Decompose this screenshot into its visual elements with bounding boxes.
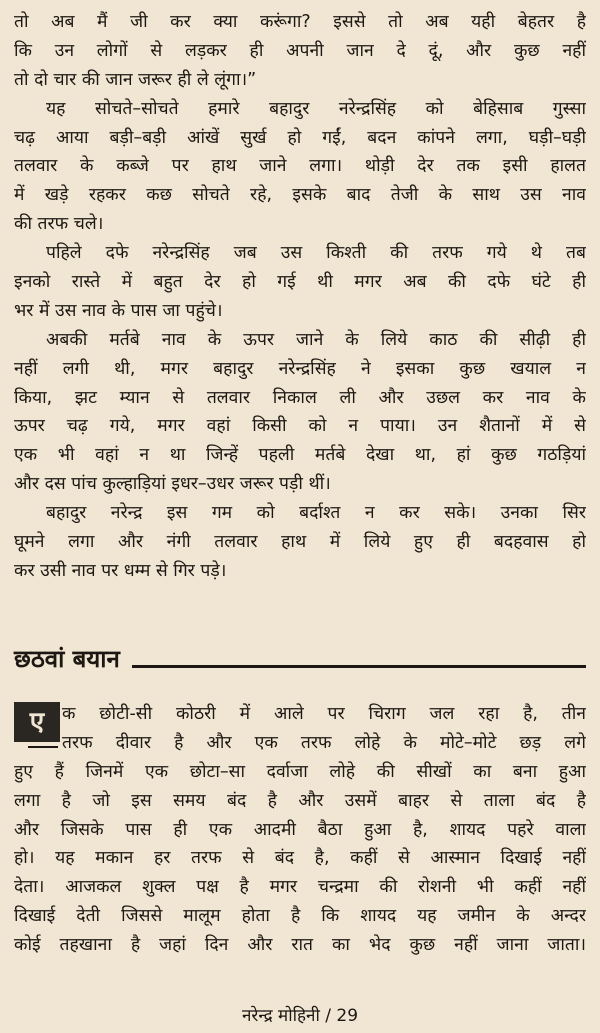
- text-line: लगा है जो इस समय बंद है और उसमें बाहर से ताला बंद है: [14, 790, 586, 811]
- text-line: ऊपर चढ़ गये, मगर वहां किसी को न पाया। उन शैतानों में से: [14, 416, 586, 437]
- text-line: यह सोचते–सोचते हमारे बहादुर नरेन्द्रसिंह को बेहिसाब गुस्सा: [46, 98, 586, 119]
- text-line: चढ़ आया बड़ी–बड़ी आंखें सुर्ख हो गईं, बदन कांपने लगा, घड़ी–घड़ी: [14, 127, 586, 148]
- text-line: तलवार के कब्जे पर हाथ जाने लगा। थोड़ी देर तक इसी हालत: [14, 156, 586, 177]
- paragraph-lines-top: [14, 8, 586, 586]
- text-line: एक भी वहां न था जिन्हें पहली मर्तबे देखा था, हां कुछ गठड़ियां: [14, 445, 586, 466]
- chapter-heading: छठवां बयान: [14, 645, 120, 673]
- text-line: किया, झट म्यान से तलवार निकाल ली और उछल कर नाव के: [14, 387, 586, 408]
- text-line: घूमने लगा और नंगी तलवार हाथ में लिये हुए ही बदहवास हो: [14, 532, 586, 553]
- text-line: कोई तहखाना है जहां दिन और रात का भेद कुछ नहीं जाना जाता।: [14, 935, 586, 956]
- text-line: भर में उस नाव के पास जा पहुंचे।: [14, 300, 223, 321]
- text-line: तो अब मैं जी कर क्या करूंगा? इससे तो अब यही बेहतर है: [14, 12, 586, 32]
- chapter-heading-row: [14, 644, 586, 674]
- text-line: तरफ दीवार है और एक तरफ लोहे के मोटे–मोटे छड़ लगे: [62, 732, 586, 753]
- text-line: और जिसके पास ही एक आदमी बैठा हुआ है, शायद पहरे वाला: [14, 819, 586, 840]
- drop-cap: ए: [14, 702, 60, 742]
- heading-rule: [132, 665, 586, 668]
- text-line: हुए हैं जिनमें एक छोटा–सा दर्वाजा लोहे की सीखों का बना हुआ: [14, 761, 586, 782]
- text-line: पहिले दफे नरेन्द्रसिंह जब उस किश्ती की तरफ गये थे तब: [46, 243, 586, 264]
- drop-cap-rule: [28, 746, 58, 748]
- text-line: और दस पांच कुल्हाड़ियां इधर–उधर जरूर पड़ी थीं।: [14, 474, 331, 495]
- text-line: नहीं लगी थी, मगर बहादुर नरेन्द्रसिंह ने इसका कुछ खयाल न: [14, 358, 586, 379]
- text-line: में खड़े रहकर कछ सोचते रहे, इसके बाद तेजी के साथ उस नाव: [14, 185, 586, 206]
- text-line: इनको रास्ते में बहुत देर हो गई थी मगर अब की दफे घंटे ही: [14, 272, 586, 293]
- text-line: क छोटी-सी कोठरी में आले पर चिराग जल रहा है, तीन: [62, 704, 586, 724]
- text-line: बहादुर नरेन्द्र इस गम को बर्दाश्त न कर सके। उनका सिर: [46, 503, 586, 524]
- text-line: हो। यह मकान हर तरफ से बंद है, कहीं से आस्मान दिखाई नहीं: [14, 848, 586, 869]
- chapter-body: [14, 700, 586, 960]
- text-line: की तरफ चले।: [14, 214, 104, 235]
- text-line: अबकी मर्तबे नाव के ऊपर जाने के लिये काठ की सीढ़ी ही: [46, 329, 586, 350]
- text-line: देता। आजकल शुक्ल पक्ष है मगर चन्द्रमा की रोशनी भी कहीं नहीं: [14, 877, 586, 898]
- paragraph-lines-chapter: [14, 700, 586, 960]
- text-line: कि उन लोगों से लड़कर ही अपनी जान दे दूं, और कुछ नहीं: [14, 40, 586, 61]
- text-line: कर उसी नाव पर धम्म से गिर पड़े।: [14, 560, 227, 581]
- page-body-top: [14, 8, 586, 586]
- page-footer: नरेन्द्र मोहिनी / 29: [241, 1006, 359, 1026]
- text-line: दिखाई देती जिससे मालूम होता है कि शायद यह जमीन के अन्दर: [14, 906, 586, 927]
- text-line: तो दो चार की जान जरूर ही ले लूंगा।”: [14, 69, 257, 90]
